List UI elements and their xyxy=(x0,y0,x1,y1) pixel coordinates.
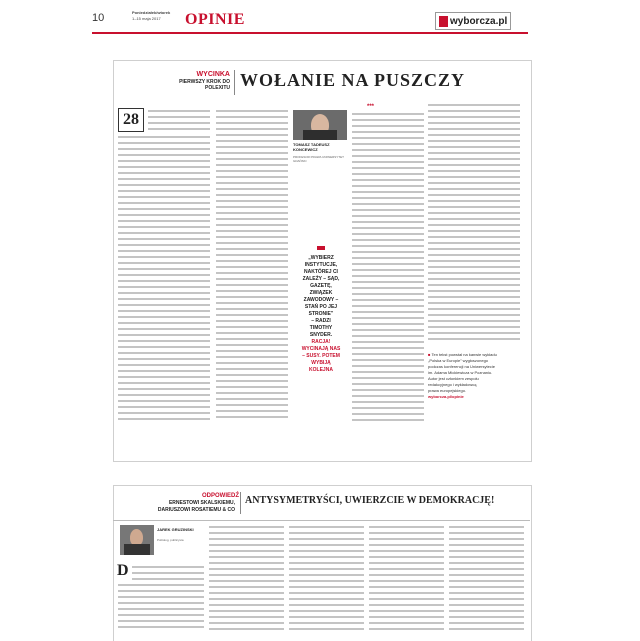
title-divider xyxy=(234,70,235,95)
text-column-3 xyxy=(352,113,424,425)
issue-date-line1: Poniedziałek/wtorek xyxy=(132,10,171,15)
text-column-1 xyxy=(118,136,210,424)
quote-marker xyxy=(317,246,325,250)
a2-col1 xyxy=(118,584,204,632)
a2-col2 xyxy=(209,526,284,634)
note-line: podczas konferencji na Uniwersytecie xyxy=(428,364,495,369)
note-line: redakcyjnego i wykładowcą xyxy=(428,382,477,387)
note-line: „Polska w Europie” wygłoszonego xyxy=(428,358,489,363)
quote-line: INSTYTUCJE, xyxy=(304,262,338,268)
article-title: WOŁANIE NA PUSZCZY xyxy=(240,70,466,90)
a2-col1a xyxy=(132,566,204,584)
quote-line: NAKTÓREJ CI xyxy=(304,269,338,275)
quote-attr: – RADZI xyxy=(311,318,331,324)
article2-rule xyxy=(113,520,530,521)
author-name: TOMASZ TADEUSZ KONCEWICZ xyxy=(293,142,330,152)
article-kicker: WYCINKA xyxy=(196,71,230,78)
quote-line: ZAWODOWY – xyxy=(303,297,339,303)
quote-line: ZALEŻY – SĄD, xyxy=(302,276,340,282)
article2-title: ANTYSYMETRYŚCI, UWIERZCIE W DEMOKRACJĘ! xyxy=(245,495,495,506)
a2-col5 xyxy=(449,526,524,634)
author-note xyxy=(428,352,518,400)
quote-red: – SUSY. POTEM xyxy=(302,353,340,359)
note-line: im. Adama Mickiewicza w Poznaniu. xyxy=(428,370,493,375)
text-column-2 xyxy=(216,110,288,422)
text-column-1a xyxy=(148,110,210,134)
quote-line: GAZETĘ, xyxy=(310,283,332,289)
article2-kicker: ODPOWIEDŹ xyxy=(202,493,239,499)
quote-line: STRONIE” xyxy=(308,311,334,317)
author2-shirt xyxy=(124,544,150,555)
note-line: prawa europejskiego. xyxy=(428,388,467,393)
note-line: Ten tekst powstał na kanwie wykładu xyxy=(431,352,497,357)
drop-number: 28 xyxy=(118,108,144,132)
quote-line: „WYBIERZ xyxy=(308,255,334,261)
issue-date xyxy=(132,10,182,22)
issue-date-line2: 1–15 maja 2017 xyxy=(132,16,161,21)
article-subkicker: PIERWSZY KROK DO POLEXITU xyxy=(179,79,230,91)
logo-mark-icon xyxy=(439,16,448,27)
logo-text: wyborcza.pl xyxy=(450,15,508,27)
quote-attr: SNYDER. xyxy=(309,332,333,338)
quote-attr: TIMOTHY xyxy=(309,325,333,331)
note-bullet-icon: ■ xyxy=(428,352,431,357)
quote-red: RACJA! xyxy=(311,339,331,345)
a2-col3 xyxy=(289,526,364,634)
author-photo xyxy=(293,110,347,140)
quote-line: STAŃ PO JEJ xyxy=(304,304,338,310)
text-column-4 xyxy=(428,104,520,344)
quote-red: WYBIJĄ xyxy=(311,360,331,366)
quote-line: ZWIĄZEK xyxy=(309,290,333,296)
section-title: OPINIE xyxy=(185,11,245,28)
title2-divider xyxy=(240,492,241,514)
wyborcza-logo[interactable] xyxy=(435,12,511,30)
author-shirt xyxy=(303,130,337,140)
page-number: 10 xyxy=(92,12,105,24)
author2-photo xyxy=(120,525,154,555)
note-line: Autor jest członkiem zespołu xyxy=(428,376,479,381)
drop-cap: D xyxy=(117,562,129,579)
quote-red: KOLEJNA xyxy=(309,367,333,373)
author2-role: Politolog, publicysta xyxy=(157,538,184,542)
a2-col4 xyxy=(369,526,444,634)
author2-name: JAREK GRUZINSKI xyxy=(157,527,194,532)
header-rule xyxy=(92,32,528,34)
note-link[interactable]: wyborcza.pl/opinie xyxy=(428,394,464,399)
author-role: PROFESOR PRAWA UNIWERSYTET GDAŃSKI xyxy=(293,155,344,163)
separator-stars: *** xyxy=(367,104,375,110)
quote-red: WYCINAJĄ NAS xyxy=(301,346,341,352)
article2-subkicker: ERNESTOWI SKALSKIEMU, DARIUSZOWI ROSATIEMU & CO xyxy=(157,500,235,513)
pull-quote xyxy=(296,255,346,374)
